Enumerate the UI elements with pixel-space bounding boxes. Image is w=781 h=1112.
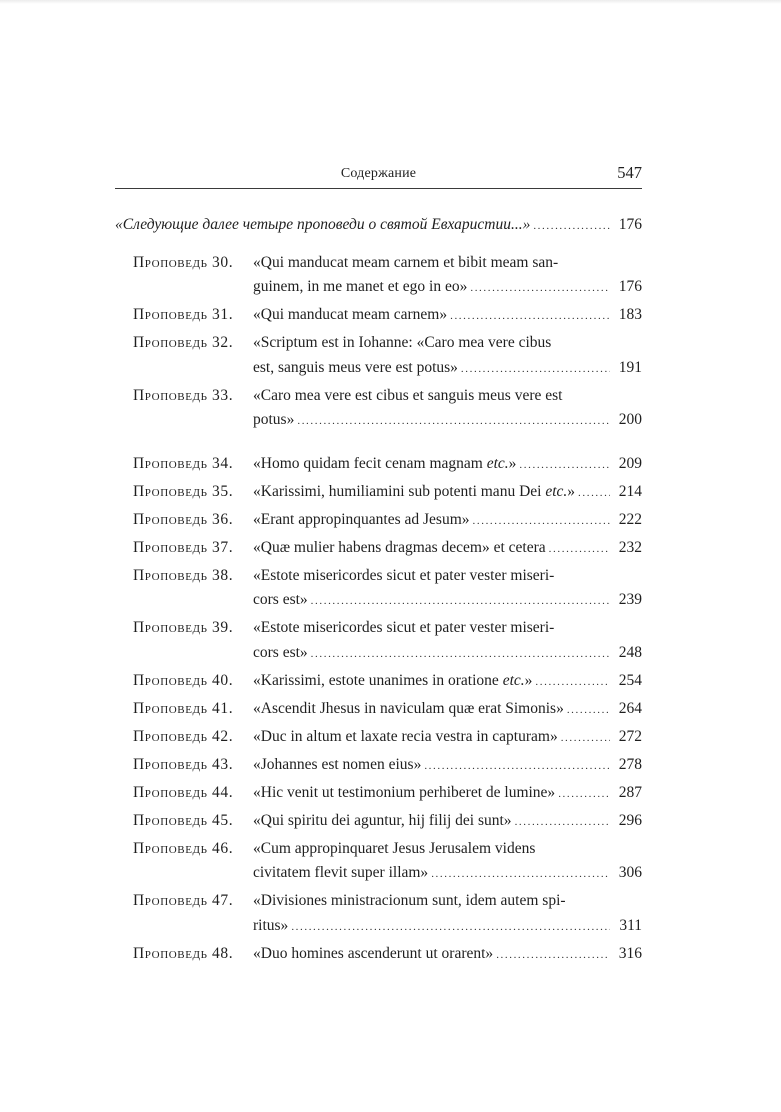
sermon-label: Проповедь 43.: [133, 755, 234, 773]
title-text: [253, 334, 551, 351]
dot-leader: [424, 754, 610, 779]
closing-quote: »: [524, 671, 533, 689]
dot-leader: [567, 698, 610, 723]
dot-leader: [291, 915, 610, 940]
toc-entry[interactable]: [115, 942, 642, 968]
sermon-label: Проповедь 32.: [133, 334, 234, 351]
title-text: [253, 567, 554, 584]
title-line: [253, 251, 642, 276]
title-line: [253, 564, 642, 589]
dot-leader: [549, 537, 610, 562]
toc-entry-page: 254: [618, 671, 642, 689]
dot-leader: [470, 276, 610, 301]
toc-entry[interactable]: [115, 616, 642, 666]
sermon-label: Проповедь 31.: [133, 306, 234, 323]
toc-entry[interactable]: [115, 331, 642, 381]
title-text-segment: «Duo homines ascenderunt ut orarent»: [253, 944, 494, 962]
title-text-segment: «Homo quidam fecit cenam magnam: [253, 454, 487, 472]
title-text: [253, 725, 558, 750]
toc-entry-page: 191: [618, 358, 642, 376]
title-text-segment: cors est»: [253, 643, 308, 661]
title-text-segment: «Karissimi, humiliamini sub potenti manu Dei: [253, 482, 546, 500]
title-line: [253, 536, 642, 562]
toc-entry[interactable]: [115, 564, 642, 614]
title-text-segment: guinem, in me manet et ego in eo»: [253, 278, 468, 295]
toc-entry-page: 248: [618, 643, 642, 661]
toc-entry-page: 222: [618, 510, 642, 528]
title-text: [253, 254, 558, 271]
title-line: [253, 641, 642, 667]
title-line: [253, 725, 642, 751]
title-line: [253, 408, 642, 434]
toc-entry[interactable]: [115, 809, 642, 835]
dot-leader: [431, 862, 610, 887]
toc-entry-page: 214: [618, 482, 642, 500]
sermon-title: [253, 616, 642, 666]
dot-leader: [461, 357, 610, 382]
toc-entry-page: 200: [618, 411, 642, 428]
title-text: [253, 303, 447, 328]
sermon-title: [253, 753, 642, 779]
toc-entry[interactable]: [115, 669, 642, 695]
title-text-segment: civitatem flevit super illam»: [253, 864, 429, 881]
toc-entry[interactable]: [115, 384, 642, 434]
title-text: [253, 942, 493, 967]
title-line: [253, 781, 642, 807]
sermon-title: [253, 564, 642, 614]
sermon-label: Проповедь 30.: [133, 253, 234, 271]
toc-entry-page: 272: [618, 727, 642, 745]
title-text-segment: «Estote misericordes sicut et pater vester miseri-: [253, 566, 555, 584]
sermon-label: Проповедь 33.: [133, 386, 234, 404]
dot-leader: [450, 304, 610, 329]
sermon-label: Проповедь 38.: [133, 566, 234, 584]
sermon-title: [253, 942, 642, 968]
title-text-segment: «Estote misericordes sicut et pater vester miseri-: [253, 619, 555, 636]
toc-entry-page: 232: [618, 538, 642, 556]
title-line: [253, 303, 642, 329]
table-of-contents: [115, 213, 642, 967]
closing-quote: »: [508, 454, 517, 472]
title-text: [253, 809, 512, 834]
toc-entry-title: «Следующие далее четыре проповеди о святой Евхаристии...»: [115, 216, 531, 233]
title-line: [253, 914, 642, 940]
title-text-segment: «Duc in altum et laxate recia vestra in capturam»: [253, 727, 558, 745]
title-text-segment: «Cum appropinquaret Jesus Jerusalem videns: [253, 839, 536, 857]
title-text-segment: «Erant appropinquantes ad Jesum»: [253, 510, 470, 528]
dot-leader: [519, 453, 610, 478]
running-head: [115, 162, 642, 189]
toc-entry[interactable]: [115, 753, 642, 779]
title-text: [253, 781, 555, 806]
title-line: [253, 809, 642, 835]
toc-entry-page: 316: [618, 944, 642, 962]
title-text-segment: «Qui spiritu dei aguntur, hij filij dei sunt»: [253, 811, 512, 829]
dot-leader: [561, 726, 610, 751]
sermon-title: [253, 809, 642, 835]
title-line: [253, 275, 642, 301]
title-text-segment: «Qui manducat meam carnem»: [253, 306, 448, 323]
title-text: [253, 892, 566, 909]
italic-abbreviation: etc.: [502, 671, 525, 689]
toc-entry-page: 209: [618, 454, 642, 472]
dot-leader: [515, 810, 610, 835]
dot-leader: [558, 782, 610, 807]
title-line: [253, 616, 642, 641]
title-text-segment: potus»: [253, 411, 295, 428]
title-text-segment: «Karissimi, estote unanimes in oratione: [253, 671, 503, 689]
title-line: [253, 861, 642, 887]
title-text: [253, 861, 428, 886]
sermon-label: Проповедь 37.: [133, 538, 234, 556]
title-text: [253, 387, 562, 404]
toc-entry[interactable]: [115, 480, 642, 506]
title-line: [253, 942, 642, 968]
toc-entry-page: 296: [618, 811, 642, 829]
sermon-label: Проповедь 44.: [133, 783, 234, 801]
sermon-label: Проповедь 47.: [133, 892, 234, 909]
sermon-label: Проповедь 35.: [133, 482, 234, 500]
toc-entry-page: 176: [618, 278, 642, 295]
title-text: [253, 840, 535, 857]
title-text: [253, 588, 308, 613]
sermon-title: [253, 452, 642, 478]
title-line: [253, 753, 642, 779]
dot-leader: [311, 642, 610, 667]
toc-entry-page: 287: [618, 783, 642, 801]
dot-leader: [311, 589, 610, 614]
running-head-title: Содержание: [340, 166, 417, 181]
sermon-title: [253, 536, 642, 562]
title-line: [253, 331, 642, 356]
toc-entry-page: 176: [618, 216, 642, 233]
sermon-title: [253, 781, 642, 807]
title-text-segment: est, sanguis meus vere est potus»: [253, 358, 458, 376]
title-text-segment: cors est»: [253, 591, 308, 608]
title-text: [253, 356, 458, 381]
dot-leader: [297, 409, 610, 434]
title-text: [253, 641, 308, 666]
sermon-title: [253, 669, 642, 695]
toc-entry-lead[interactable]: [115, 213, 642, 239]
toc-entry[interactable]: [115, 725, 642, 751]
toc-entry-page: 264: [618, 699, 642, 717]
sermon-label: Проповедь 40.: [133, 671, 234, 689]
title-text: [253, 669, 532, 694]
toc-entry-page: 306: [618, 864, 642, 881]
title-text-segment: «Caro mea vere est cibus et sanguis meus vere est: [253, 386, 563, 404]
sermon-title: [253, 697, 642, 723]
sermon-title: [253, 251, 642, 301]
title-text: [253, 536, 546, 561]
dot-leader: [535, 670, 610, 695]
italic-abbreviation: etc.: [545, 482, 568, 500]
toc-entry[interactable]: [115, 251, 642, 301]
sermon-title: [253, 331, 642, 381]
title-text: [253, 508, 470, 533]
toc-entry-page: 278: [618, 755, 642, 773]
dot-leader: [496, 943, 610, 968]
sermon-title: [253, 508, 642, 534]
toc-entry-page: 183: [618, 306, 642, 323]
title-text-segment: ritus»: [253, 916, 289, 934]
toc-entry-page: 311: [619, 916, 642, 934]
sermon-title: [253, 837, 642, 887]
title-text: [253, 914, 288, 939]
toc-entry-page: 239: [618, 591, 642, 608]
title-line: [253, 837, 642, 862]
title-text: [253, 753, 421, 778]
title-line: [253, 588, 642, 614]
sermon-label: Проповедь 48.: [133, 944, 234, 962]
title-text: [253, 619, 554, 636]
title-text-segment: «Ascendit Jhesus in naviculam quæ erat Simonis»: [253, 699, 564, 717]
title-line: [253, 697, 642, 723]
title-text: [253, 697, 564, 722]
title-text-segment: «Quæ mulier habens dragmas decem» et cetera: [253, 538, 546, 556]
title-text-segment: «Divisiones ministracionum sunt, idem autem spi-: [253, 892, 566, 909]
page-number: 547: [617, 163, 642, 182]
title-line: [253, 508, 642, 534]
toc-entry[interactable]: [115, 508, 642, 534]
title-text: [253, 408, 294, 433]
title-text: [253, 480, 575, 505]
sermon-label: Проповедь 39.: [133, 619, 234, 636]
toc-entry[interactable]: [115, 303, 642, 329]
title-line: [253, 889, 642, 914]
sermon-label: Проповедь 34.: [133, 454, 234, 472]
title-line: [253, 356, 642, 382]
closing-quote: »: [567, 482, 576, 500]
title-text-segment: «Johannes est nomen eius»: [253, 755, 422, 773]
title-line: [253, 452, 642, 478]
toc-entry[interactable]: [115, 452, 642, 478]
sermon-label: Проповедь 45.: [133, 811, 234, 829]
sermon-label: Проповедь 36.: [133, 510, 234, 528]
sermon-label: Проповедь 42.: [133, 727, 234, 745]
title-text-segment: «Scriptum est in Iohanne: «Caro mea vere cibus: [253, 334, 552, 351]
toc-entry[interactable]: [115, 781, 642, 807]
sermon-label: Проповедь 46.: [133, 839, 234, 857]
italic-abbreviation: etc.: [486, 454, 509, 472]
toc-entry[interactable]: [115, 889, 642, 939]
book-page: [115, 162, 642, 970]
dot-leader: [473, 509, 610, 534]
toc-entry[interactable]: [115, 697, 642, 723]
dot-leader: [533, 214, 610, 239]
sermon-title: [253, 384, 642, 434]
title-text-segment: «Qui manducat meam carnem et bibit meam san-: [253, 253, 559, 271]
title-line: [253, 669, 642, 695]
sermon-title: [253, 303, 642, 329]
title-text: [253, 275, 467, 300]
title-text: [253, 452, 516, 477]
sermon-title: [253, 480, 642, 506]
title-line: [253, 384, 642, 409]
sermon-title: [253, 725, 642, 751]
sermon-label: Проповедь 41.: [133, 699, 234, 717]
dot-leader: [578, 481, 610, 506]
top-edge-shadow: [0, 0, 781, 4]
title-line: [253, 480, 642, 506]
toc-entry[interactable]: [115, 536, 642, 562]
toc-entry[interactable]: [115, 837, 642, 887]
title-text-segment: «Hic venit ut testimonium perhiberet de lumine»: [253, 783, 556, 801]
sermon-title: [253, 889, 642, 939]
